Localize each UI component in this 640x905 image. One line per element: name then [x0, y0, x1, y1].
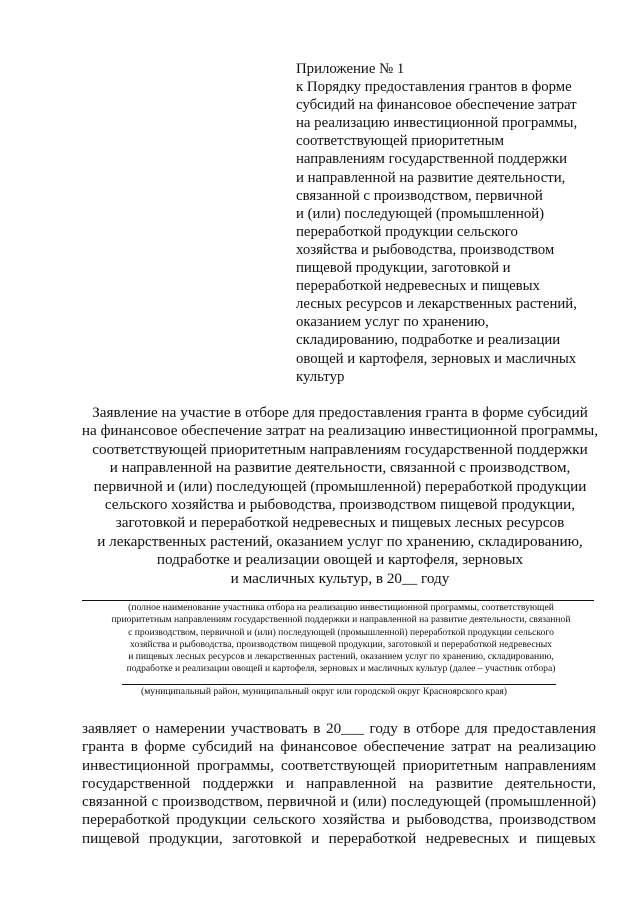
title-line: Заявление на участие в отборе для предоставления гранта в форме субсидий — [92, 404, 588, 421]
title-line: сельского хозяйства и рыбоводства, производством пищевой продукции, — [104, 496, 576, 514]
title-line: первичной и (или) последующей (промышленной) переработкой продукции — [93, 477, 587, 495]
body-line: гранта в форме субсидий на финансовое обеспечение затрат на реализацию — [82, 738, 596, 756]
appendix-line: пищевой продукции, заготовкой и — [296, 260, 511, 277]
title-line: заготовкой и переработкой недревесных и пищевых лесных ресурсов — [115, 514, 565, 532]
application-title — [60, 404, 620, 588]
appendix-line: складированию, подработке и реализации — [296, 332, 561, 349]
caption-line: и пищевых лесных ресурсов и лекарственных растений, оказанием услуг по хранению, складированию, — [128, 651, 554, 663]
municipality-blank-line — [122, 684, 556, 685]
body-line: заявляет о намерении участвовать в 20___ году в отборе для предоставления — [82, 720, 596, 737]
appendix-line: и направленной на развитие деятельности, — [296, 169, 566, 186]
body-line: инвестиционной программы, соответствующей приоритетным направлениям — [82, 756, 596, 774]
caption-line: хозяйства и рыбоводства, производством пищевой продукции, заготовкой и переработкой недревесных — [130, 638, 552, 650]
appendix-line: лесных ресурсов и лекарственных растений, — [296, 296, 577, 313]
appendix-line: к Порядку предоставления грантов в форме — [296, 79, 572, 96]
appendix-header — [296, 60, 596, 386]
title-line: и направленной на развитие деятельности, связанной с производством, — [109, 459, 571, 477]
appendix-line: Приложение № 1 — [296, 61, 405, 77]
municipality-caption: (муниципальный район, муниципальный округ или городской округ Красноярского края) — [141, 686, 507, 697]
appendix-line: культур — [296, 368, 345, 385]
appendix-line: и (или) последующей (промышленной) — [296, 205, 545, 222]
appendix-line: хозяйства и рыбоводства, производством — [296, 241, 555, 258]
body-line: государственной поддержки и направленной на развитие деятельности, — [82, 774, 596, 792]
appendix-line: соответствующей приоритетным — [296, 133, 504, 150]
title-line: и масличных культур, в 20__ году — [230, 569, 450, 587]
appendix-line: переработкой недревесных и пищевых — [296, 278, 540, 295]
title-line: соответствующей приоритетным направлениям государственной поддержки — [92, 440, 588, 458]
appendix-line: направлениям государственной поддержки — [296, 151, 568, 168]
participant-name-caption — [72, 602, 610, 676]
application-body — [82, 720, 596, 848]
caption-line: (полное наименование участника отбора на реализацию инвестиционной программы, соответствующей — [128, 602, 554, 613]
body-line: пищевой продукции, заготовкой и переработкой недревесных и пищевых — [82, 829, 596, 847]
caption-line: с производством, первичной и (или) последующей (промышленной) переработкой продукции сельского — [128, 626, 554, 638]
body-line: связанной с производством, первичной и (или) последующей (промышленной) — [82, 793, 596, 811]
title-line: и лекарственных растений, оказанием услуг по хранению, складированию, — [97, 532, 583, 550]
appendix-line: на реализацию инвестиционной программы, — [296, 115, 578, 132]
appendix-line: оказанием услуг по хранению, — [296, 314, 489, 331]
caption-line: подработке и реализации овощей и картофеля, зерновых и масличных культур (далее – участник отбора) — [126, 663, 556, 675]
participant-name-blank-line — [82, 600, 594, 601]
appendix-line: овощей и картофеля, зерновых и масличных — [296, 350, 577, 367]
appendix-line: субсидий на финансовое обеспечение затрат — [296, 97, 577, 114]
body-line: переработкой продукции сельского хозяйства и рыбоводства, производством — [82, 811, 596, 829]
title-line: подработке и реализации овощей и картофеля, зерновых — [156, 551, 524, 569]
caption-line: приоритетным направлениям государственной поддержки и направленной на развитие деятельности, связанной — [111, 614, 571, 626]
appendix-line: переработкой продукции сельского — [296, 223, 518, 240]
title-line: на финансовое обеспечение затрат на реализацию инвестиционной программы, — [81, 422, 599, 440]
appendix-line: связанной с производством, первичной — [296, 187, 543, 204]
